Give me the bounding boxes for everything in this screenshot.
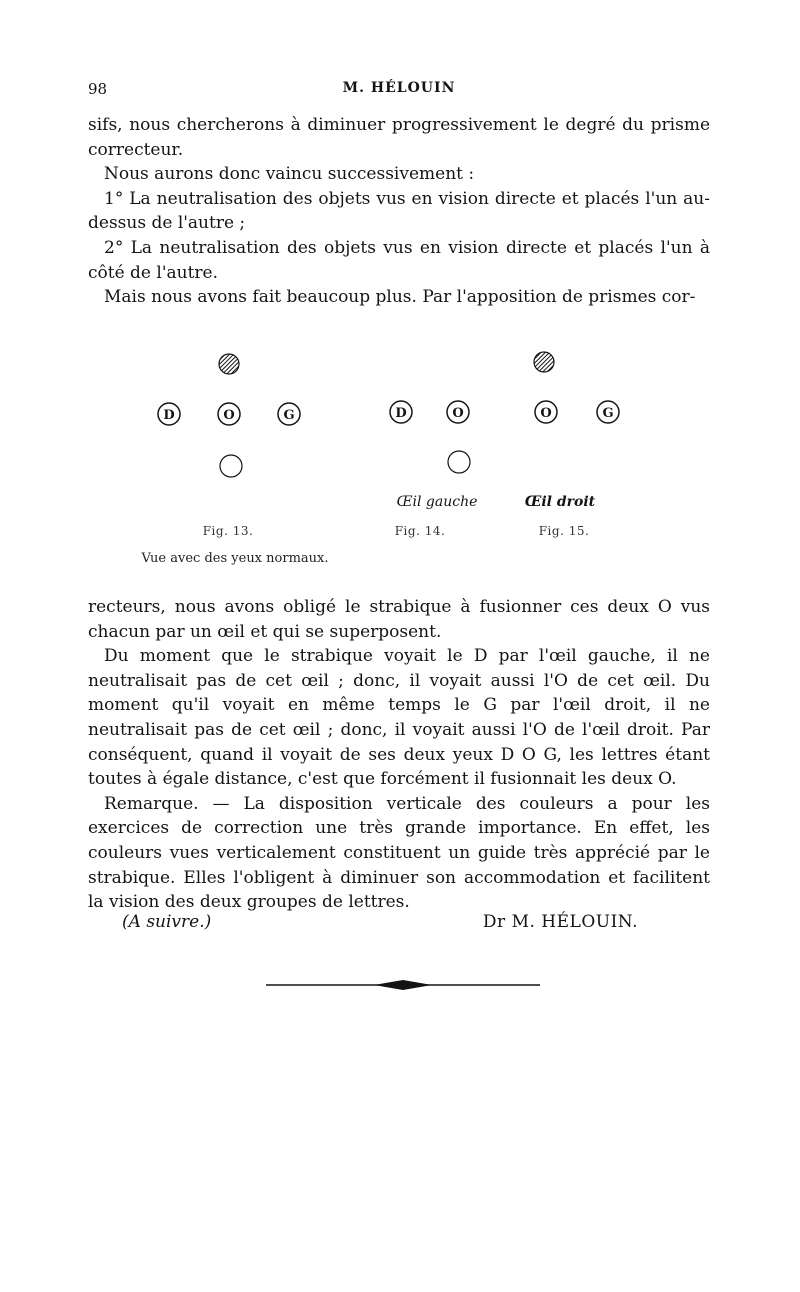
letter-disc-o: [218, 403, 240, 425]
figure-14: [390, 401, 477, 538]
paragraph: 2° La neutralisation des objets vus en vision directe et placés l'un à côté de l'autre.: [88, 237, 710, 283]
paragraph: Du moment que le strabique voyait le D par l'œil gauche, il ne neutralisait pas de cet œil ; donc, il voyait aussi l'O de cet œil. Du moment qu'il voyait en même temps le G par l'œil droit, il ne neutralisait pas de cet œil ; donc, il voyait aussi l'O de l'œil droit. Par conséquent, quand il voyait de ses deux yeux D O G, les lettres étant toutes à égale distance, c'est que forcément il fusionnait les deux O.: [88, 646, 710, 790]
paragraph: recteurs, nous avons obligé le strabique à fusionner ces deux O vus chacun par un œil et qui se superposent.: [88, 597, 710, 642]
paragraph: Remarque. — La disposition verticale des couleurs a pour les exercices de correction une très grande importance. En effet, les couleurs vues verticalement constituent un guide très apprécié par le strabique. Elles l'obligent à diminuer son accommodation et facilitent la vision des deux groupes de lettres.: [88, 793, 710, 913]
text-block-before-figures: [88, 113, 710, 310]
fig14-letter-d: D: [395, 406, 407, 421]
figure-13-caption: Vue avec des yeux normaux.: [141, 551, 329, 566]
author-signature: Dr M. HÉLOUIN.: [482, 912, 638, 932]
letter-disc-o: [535, 401, 557, 423]
figure-13-number: Fig. 13.: [202, 524, 254, 538]
figures-row: [120, 340, 680, 580]
colored-disc-icon: [219, 354, 239, 374]
paragraph: 1° La neutralisation des objets vus en vision directe et placés l'un au-dessus de l'autre ;: [88, 188, 710, 234]
figure-14-number: Fig. 14.: [394, 524, 446, 538]
fig15-letter-o: O: [540, 406, 552, 421]
figure-13: [141, 354, 329, 566]
empty-disc-icon: [448, 451, 470, 473]
text-block-after-figures: [88, 595, 710, 915]
fig14-letter-o: O: [452, 406, 464, 421]
figure-15-number: Fig. 15.: [538, 524, 590, 538]
end-ornament-rule: [266, 977, 540, 993]
paragraph: Mais nous avons fait beaucoup plus. Par l'apposition de prismes cor-: [104, 287, 696, 308]
running-head: M. HÉLOUIN: [342, 80, 456, 96]
letter-disc-d: [158, 403, 180, 425]
left-eye-label: Œil gauche: [396, 494, 478, 510]
to-be-continued: (A suivre.): [122, 912, 212, 932]
letter-disc-d: [390, 401, 412, 423]
right-eye-label: Œil droit: [524, 494, 596, 510]
figure-15: [525, 352, 619, 538]
empty-disc-icon: [220, 455, 242, 477]
letter-disc-g: [597, 401, 619, 423]
page-number: 98: [88, 80, 108, 98]
letter-disc-g: [278, 403, 300, 425]
fig13-letter-g: G: [283, 408, 295, 423]
paragraph: sifs, nous chercherons à diminuer progressivement le degré du prisme correcteur.: [88, 115, 710, 160]
figures-illustration: [120, 340, 680, 580]
fig13-letter-d: D: [163, 408, 175, 423]
paragraph: Nous aurons donc vaincu successivement :: [104, 164, 475, 185]
letter-disc-o: [447, 401, 469, 423]
article-footer: [88, 912, 710, 938]
page-header: [88, 80, 710, 102]
fig13-letter-o: O: [223, 408, 235, 423]
fig15-letter-g: G: [602, 406, 614, 421]
colored-disc-icon: [534, 352, 554, 372]
